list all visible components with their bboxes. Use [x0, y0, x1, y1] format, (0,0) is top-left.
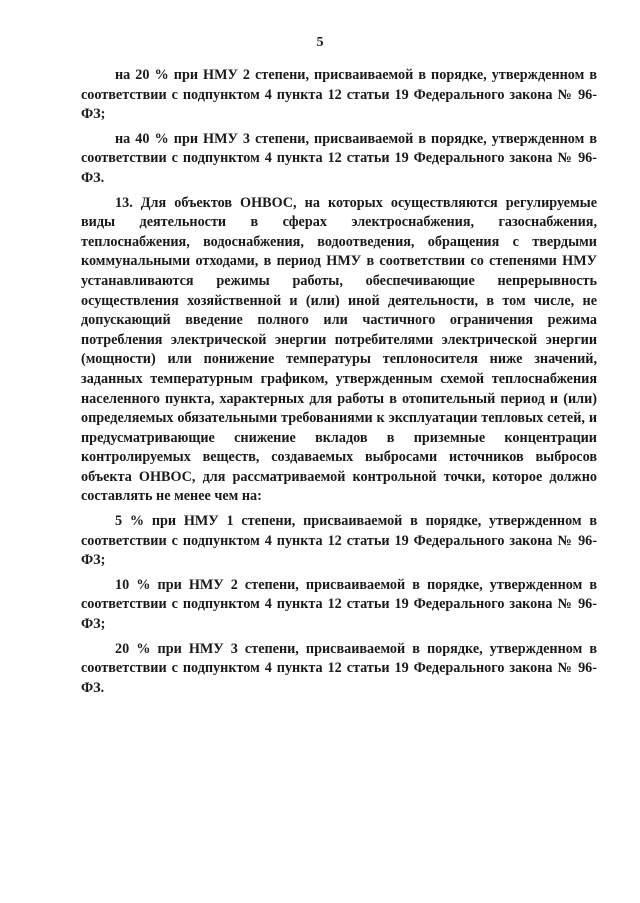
- paragraph-clause-13: 13. Для объектов ОНВОС, на которых осуществляются регулируемые виды деятельности в сферах электроснабжения, газоснабжения, теплоснабжения, водоснабжения, водоотведения, обращения с твердыми коммунальными отходами, в период НМУ в соответствии со степенями НМУ устанавливаются режимы работы, обеспечивающие непрерывность осуществления хозяйственной и (или) иной деятельности, в том числе, не допускающий введение полного или частичного ограничения режима потребления электрической энергии потребителями электрической энергии (мощности) или понижение температуры теплоносителя ниже значений, заданных температурным графиком, утвержденным схемой теплоснабжения населенного пункта, характерных для работы в отопительный период и (или) определяемых обязательными требованиями к эксплуатации тепловых сетей, и предусматривающие снижение вкладов в приземные концентрации контролируемых веществ, создаваемых выбросами источников выбросов объекта ОНВОС, для рассматриваемой контрольной точки, которое должно составлять не менее чем на:: [81, 194, 597, 505]
- document-body: [81, 66, 597, 698]
- paragraph-reduction-10-nmu-2: 10 % при НМУ 2 степени, присваиваемой в порядке, утвержденном в соответствии с подпунктом 4 пункта 12 статьи 19 Федерального закона № 96-ФЗ;: [81, 576, 597, 633]
- paragraph-reduction-20-nmu-3: 20 % при НМУ 3 степени, присваиваемой в порядке, утвержденном в соответствии с подпунктом 4 пункта 12 статьи 19 Федерального закона № 96-ФЗ.: [81, 640, 597, 696]
- paragraph-reduction-40-nmu-3: на 40 % при НМУ 3 степени, присваиваемой в порядке, утвержденном в соответствии с подпунктом 4 пункта 12 статьи 19 Федерального закона № 96-ФЗ.: [81, 130, 597, 186]
- page-number: 5: [316, 35, 324, 50]
- paragraph-reduction-5-nmu-1: 5 % при НМУ 1 степени, присваиваемой в порядке, утвержденном в соответствии с подпунктом 4 пункта 12 статьи 19 Федерального закона № 96-ФЗ;: [81, 513, 597, 569]
- paragraph-reduction-20-nmu-2: на 20 % при НМУ 2 степени, присваиваемой в порядке, утвержденном в соответствии с подпунктом 4 пункта 12 статьи 19 Федерального закона № 96-ФЗ;: [81, 67, 597, 123]
